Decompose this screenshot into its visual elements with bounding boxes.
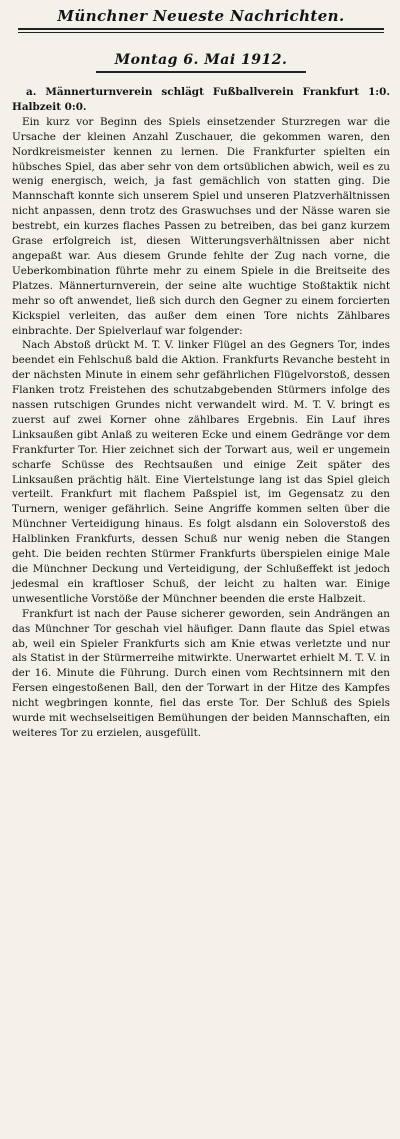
article-headline: a. Männerturnverein schlägt Fußballverein Frankfurt 1:0. Halbzeit 0:0. [12, 86, 390, 113]
article-paragraph: Nach Abstoß drückt M. T. V. linker Flügel an des Gegners Tor, indes beendet ein Fehlschuß bald die Aktion. Frankfurts Revanche besteht in der nächsten Minute in einem sehr gefährlichen Flügelvorstoß, dessen Flanken trotz Freistehen des schutzabgebenden Stürmers infolge des nassen rutschigen Grundes nicht verwandelt wird. M. T. V. bringt es zuerst auf zwei Korner ohne zählbares Ergebnis. Ein Lauf ihres Linksaußen gibt Anlaß zu weiteren Ecke und einem Gedränge vor dem Frankfurter Tor. Hier zeichnet sich der Torwart aus, weil er ungemein scharfe Schüsse des Rechtsaußen und einige Zeit später des Linksaußen prächtig hält. Eine Viertelstunge lang ist das Spiel gleich verteilt. Frankfurt mit flachem Paßspiel ist, im Gegensatz zu den Turnern, weniger gefährlich. Seine Angriffe kommen selten über die Münchner Verteidigung hinaus. Es folgt alsdann ein Soloverstoß des Halblinken Frankfurts, dessen Schuß nur wenig neben die Stangen geht. Die beiden rechten Stürmer Frankfurts überspielen einige Male die Münchner Deckung und Verteidigung, der Schlußeffekt ist jedoch jedesmal ein kraftloser Schuß, der leicht zu halten war. Einige unwesentliche Vorstöße der Münchner beenden die erste Halbzeit. [12, 339, 390, 605]
issue-date: Montag 6. Mai 1912. [114, 52, 288, 68]
masthead-rule-thin [18, 32, 384, 33]
date-rule [96, 71, 306, 73]
masthead-rule [18, 28, 384, 30]
article-paragraph: Frankfurt ist nach der Pause sicherer geworden, sein Andrängen an das Münchner Tor geschah viel häufiger. Dann flaute das Spiel etwas ab, weil ein Spieler Frankfurts sich am Knie etwas verletzte und nur als Statist in der Stürmerreihe mitwirkte. Unerwartet erhielt M. T. V. in der 16. Minute die Führung. Durch einen vom Rechtsinnern mit den Fersen eingestoßenen Ball, den der Torwart in der Hitze des Kampfes nicht wegbringen konnte, fiel das erste Tor. Der Schluß des Spiels wurde mit wechselseitigen Bemühungen der beiden Mannschaften, ein weiteres Tor zu erzielen, ausgefüllt. [12, 607, 390, 739]
article-paragraph: Ein kurz vor Beginn des Spiels einsetzender Sturzregen war die Ursache der kleinen Anzahl Zuschauer, die gekommen waren, den Nordkreismeister kennen zu lernen. Die Frankfurter spielten ein hübsches Spiel, das aber sehr von dem ortsüblichen abwich, weil es zu wenig energisch, weich, ja fast gemächlich von statten ging. Die Mannschaft konnte sich unserem Spiel und unseren Platzverhältnissen nicht anpassen, denn trotz des Graswuchses und der Nässe waren sie bestrebt, ein kurzes flaches Passen zu betreiben, das bei ganz kurzem Grase erfolgreich ist, diesen Witterungsverhältnissen aber nicht angepaßt war. Aus diesem Grunde fehlte der Zug nach vorne, die Ueberkombination führte mehr zu einem Spiele in die Breitseite des Platzes. Männerturnverein, der seine alte wuchtige Stoßtaktik nicht mehr so oft anwendet, ließ sich durch den Gegner zu einem forcierten Kickspiel verleiten, das außer dem einen Tore nichts Zählbares einbrachte. Der Spielverlauf war folgender: [12, 115, 390, 337]
newspaper-title: Münchner Neueste Nachrichten. [57, 7, 345, 25]
article [12, 85, 390, 741]
